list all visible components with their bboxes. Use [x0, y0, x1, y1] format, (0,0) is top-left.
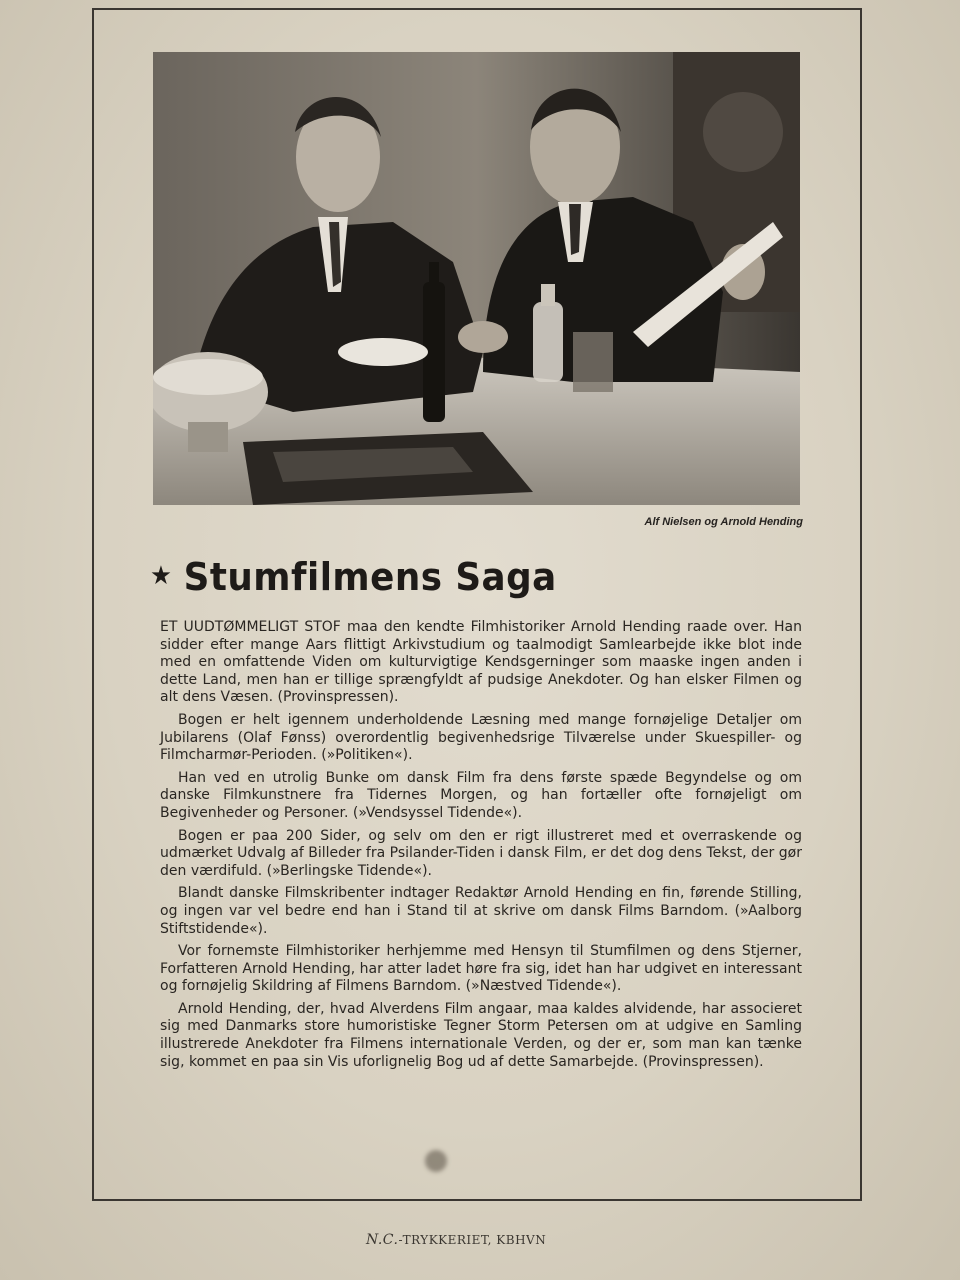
imprint-nc: N.C. — [366, 1232, 399, 1248]
photo-alf-nielsen-arnold-hending — [153, 52, 800, 505]
printer-imprint — [366, 1232, 596, 1248]
photo-caption: Alf Nielsen og Arnold Hending — [644, 516, 803, 528]
article-title — [150, 555, 752, 599]
ink-stain — [425, 1150, 447, 1172]
paragraph-5: Blandt danske Filmskribenter indtager Redaktør Arnold Hending en fin, førende Stilling, og ingen var vel bedre end han i Stand til at skrive om dansk Films Barndom. (»Aalborg Stiftstidende«). — [160, 885, 802, 937]
paragraph-1: ET UUDTØMMELIGT STOF maa den kendte Filmhistoriker Arnold Hending raade over. Han sidder efter mange Aars flittigt Arkivstudium og taalmodigt Samlearbejde ikke blot inde med en omfattende Viden om kulturvigtige Kendsgerninger som maaske ingen anden i dette Land, men han er tillige sprængfyldt af pudsige Anekdoter. Og han elsker Filmen og alt dens Væsen. (Provinspressen). — [160, 619, 802, 706]
article-title-text: Stumfilmens Saga — [183, 555, 557, 599]
paragraph-3: Han ved en utrolig Bunke om dansk Film fra dens første spæde Begyndelse og om danske Filmkunstnere fra Tidernes Morgen, og han fortæller ofte fornøjeligt om Begivenheder og Personer. (»Vendsyssel Tidende«). — [160, 769, 802, 821]
article-body — [160, 619, 802, 1076]
star-icon: ★ — [150, 561, 173, 591]
paragraph-7: Arnold Hending, der, hvad Alverdens Film angaar, maa kaldes alvidende, har associeret sig med Danmarks store humoristiske Tegner Storm Petersen om at udgive en Samling illustrerede Anekdoter fra Filmens internationale Verden, og der er, som man kan tænke sig, kommet en paa sin Vis uforlignelig Bog ud af dette Samarbejde. (Provinspressen). — [160, 1000, 802, 1070]
imprint-printer: -TRYKKERIET, KBHVN — [398, 1233, 547, 1247]
paragraph-4: Bogen er paa 200 Sider, og selv om den er rigt illustreret med et overraskende og udmærket Udvalg af Billeder fra Psilander-Tiden i dansk Film, er det dog dens Tekst, der gør den værdifuld. (»Berlingske Tidende«). — [160, 827, 802, 879]
paragraph-2: Bogen er helt igennem underholdende Læsning med mange fornøjelige Detaljer om Jubilarens (Olaf Fønss) overordentlig begivenhedsrige Tilværelse under Skuespiller- og Filmcharmør-Perioden. (»Politiken«). — [160, 711, 802, 764]
paragraph-6: Vor fornemste Filmhistoriker herhjemme med Hensyn til Stumfilmen og dens Stjerner, Forfatteren Arnold Hending, har atter ladet høre fra sig, idet han har udgivet en interessant og fornøjelig Skildring af Filmens Barndom. (»Næstved Tidende«). — [160, 943, 802, 995]
